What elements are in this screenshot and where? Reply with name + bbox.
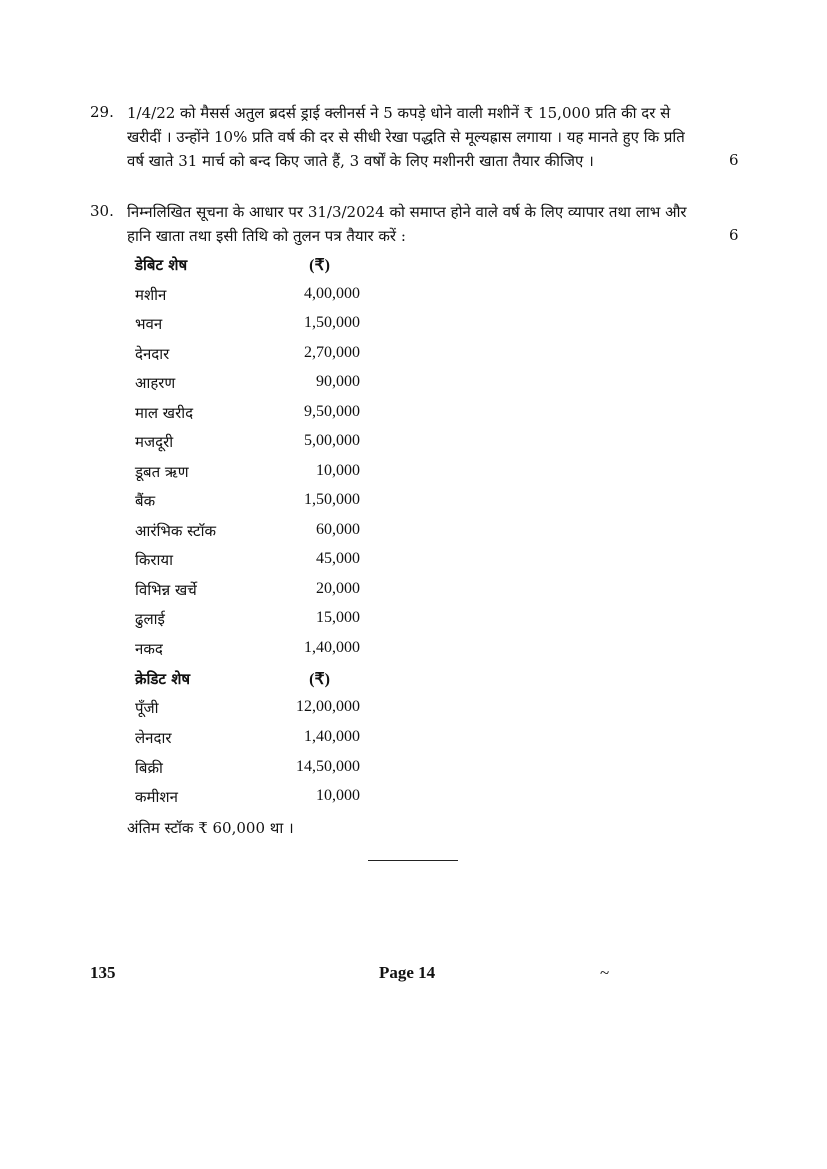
account-amount: 12,00,000 [296, 698, 360, 715]
account-amount: 10,000 [316, 787, 360, 804]
account-name: मजदूरी [135, 433, 174, 451]
account-amount: 1,40,000 [304, 728, 360, 745]
marks: 6 [729, 151, 739, 169]
account-name: बिक्री [135, 759, 163, 777]
table-row [135, 432, 360, 454]
table-row [135, 550, 360, 572]
closing-stock-note: अंतिम स्टॉक ₹ 60,000 था । [127, 819, 294, 837]
table-row [135, 373, 360, 395]
account-name: आरंभिक स्टॉक [135, 522, 216, 540]
account-name: माल खरीद [135, 404, 194, 422]
account-name: आहरण [135, 374, 176, 392]
table-row [135, 314, 360, 336]
account-amount: 9,50,000 [304, 403, 360, 420]
table-row [135, 521, 360, 543]
table-row [135, 580, 360, 602]
account-name: नकद [135, 640, 163, 658]
account-name: लेनदार [135, 729, 172, 747]
credit-heading-row [135, 669, 360, 691]
account-amount: 15,000 [316, 609, 360, 626]
credit-heading: क्रेडिट शेष [135, 670, 191, 688]
account-name: पूँजी [135, 699, 159, 717]
table-row [135, 639, 360, 661]
account-amount: 45,000 [316, 550, 360, 567]
account-amount: 14,50,000 [296, 758, 360, 775]
account-name: ढुलाई [135, 610, 165, 628]
end-rule-divider [368, 860, 458, 861]
account-amount: 1,40,000 [304, 639, 360, 656]
debit-unit: (₹) [309, 257, 330, 274]
question-number: 29. [90, 103, 114, 121]
table-row [135, 609, 360, 631]
account-amount: 2,70,000 [304, 344, 360, 361]
account-amount: 5,00,000 [304, 432, 360, 449]
table-row [135, 344, 360, 366]
account-name: डूबत ऋण [135, 463, 189, 481]
table-row [135, 728, 360, 750]
account-name: बैंक [135, 492, 156, 510]
question-text-line: वर्ष खाते 31 मार्च को बन्द किए जाते हैं, 3 वर्षों के लिए मशीनरी खाता तैयार कीजिए । [127, 152, 594, 170]
debit-heading: डेबिट शेष [135, 256, 188, 274]
table-row [135, 462, 360, 484]
footer-mark: ~ [600, 963, 610, 982]
credit-unit: (₹) [309, 671, 330, 688]
account-name: किराया [135, 551, 174, 569]
account-amount: 20,000 [316, 580, 360, 597]
account-name: कमीशन [135, 788, 178, 806]
page-number: Page 14 [379, 963, 436, 982]
account-name: मशीन [135, 286, 167, 304]
account-amount: 4,00,000 [304, 285, 360, 302]
account-amount: 10,000 [316, 462, 360, 479]
account-amount: 1,50,000 [304, 314, 360, 331]
account-name: देनदार [135, 345, 170, 363]
account-amount: 60,000 [316, 521, 360, 538]
question-text-line: हानि खाता तथा इसी तिथि को तुलन पत्र तैयार करें : [127, 227, 406, 245]
question-number: 30. [90, 202, 114, 220]
account-amount: 90,000 [316, 373, 360, 390]
account-name: विभिन्न खर्चे [135, 581, 197, 599]
debit-heading-row [135, 255, 360, 277]
table-row [135, 285, 360, 307]
table-row [135, 403, 360, 425]
question-text-line: 1/4/22 को मैसर्स अतुल ब्रदर्स ड्राई क्लीनर्स ने 5 कपड़े धोने वाली मशीनें ₹ 15,000 प्रति की दर से [127, 104, 671, 122]
table-row [135, 698, 360, 720]
marks: 6 [729, 226, 739, 244]
table-row [135, 787, 360, 809]
table-row [135, 758, 360, 780]
account-amount: 1,50,000 [304, 491, 360, 508]
paper-code: 135 [90, 963, 116, 982]
account-name: भवन [135, 315, 163, 333]
question-text-line: निम्नलिखित सूचना के आधार पर 31/3/2024 को समाप्त होने वाले वर्ष के लिए व्यापार तथा लाभ और [127, 203, 687, 221]
question-text-line: खरीदीं । उन्होंने 10% प्रति वर्ष की दर से सीधी रेखा पद्धति से मूल्यह्रास लगाया । यह मानते हुए कि प्रति [127, 128, 685, 146]
table-row [135, 491, 360, 513]
